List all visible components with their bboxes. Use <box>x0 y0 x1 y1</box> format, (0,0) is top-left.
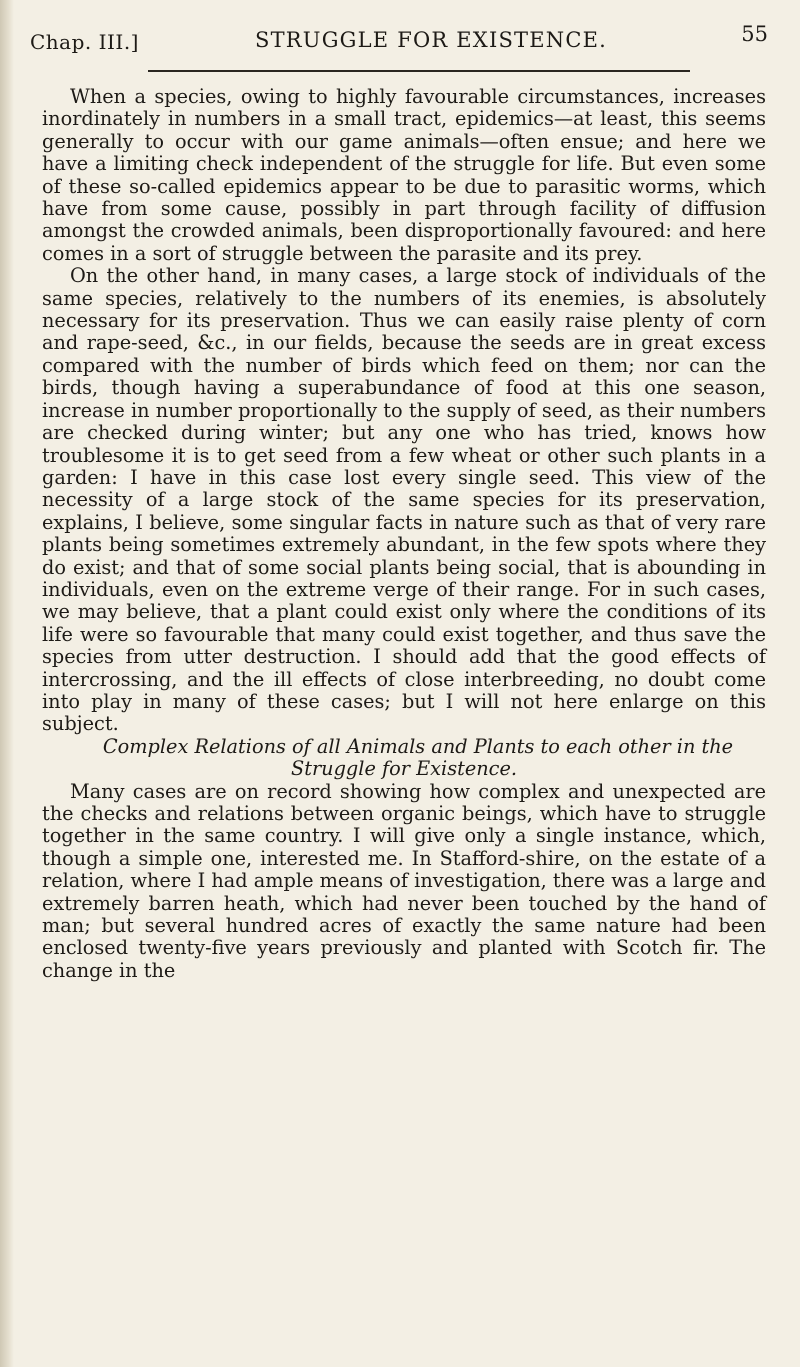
body-text <box>42 86 766 982</box>
paragraph: Many cases are on record showing how complex and unexpected are the checks and relations between organic beings, which have to struggle together in the same country. I will give only a single instance, which, though a simple one, interested me. In Stafford-shire, on the estate of a relation, where I had ample means of investigation, there was a large and extremely barren heath, which had never been touched by the hand of man; but several hundred acres of exactly the same nature had been enclosed twenty-five years previously and planted with Scotch fir. The change in the <box>42 779 766 982</box>
running-head <box>30 22 770 62</box>
page-number: 55 <box>741 22 768 46</box>
header-rule <box>148 70 690 72</box>
paragraph: On the other hand, in many cases, a large stock of individuals of the same species, relatively to the numbers of its enemies, is absolutely necessary for its preservation. Thus we can easily raise plenty of corn and rape-seed, &c., in our fields, because the seeds are in great excess compared with the number of birds which feed on them; nor can the birds, though having a superabundance of food at this one season, increase in number proportionally to the supply of seed, as their numbers are checked during winter; but any one who has tried, knows how troublesome it is to get seed from a few wheat or other such plants in a garden: I have in this case lost every single seed. This view of the necessity of a large stock of the same species for its preservation, explains, I believe, some singular facts in nature such as that of very rare plants being sometimes extremely abundant, in the few spots where they do exist; and that of some social plants being social, that is abounding in individuals, even on the extreme verge of their range. For in such cases, we may believe, that a plant could exist only where the conditions of its life were so favourable that many could exist together, and thus save the species from utter destruction. I should add that the good effects of intercrossing, and the ill effects of close interbreeding, no doubt come into play in many of these cases; but I will not here enlarge on this subject. <box>42 264 766 736</box>
chapter-label: Chap. III.] <box>30 30 139 54</box>
section-heading: Complex Relations of all Animals and Plants to each other in the Struggle for Existence. <box>102 734 734 781</box>
book-page <box>30 0 770 1367</box>
page-title: STRUGGLE FOR EXISTENCE. <box>255 28 608 52</box>
book-binding-edge <box>0 0 14 1367</box>
paragraph: When a species, owing to highly favourable circumstances, increases inordinately in numbers in a small tract, epidemics—at least, this seems generally to occur with our game animals—often ensue; and here we have a limiting check independent of the struggle for life. But even some of these so-called epidemics appear to be due to parasitic worms, which have from some cause, possibly in part through facility of diffusion amongst the crowded animals, been disproportionally favoured: and here comes in a sort of struggle between the parasite and its prey. <box>42 85 766 265</box>
